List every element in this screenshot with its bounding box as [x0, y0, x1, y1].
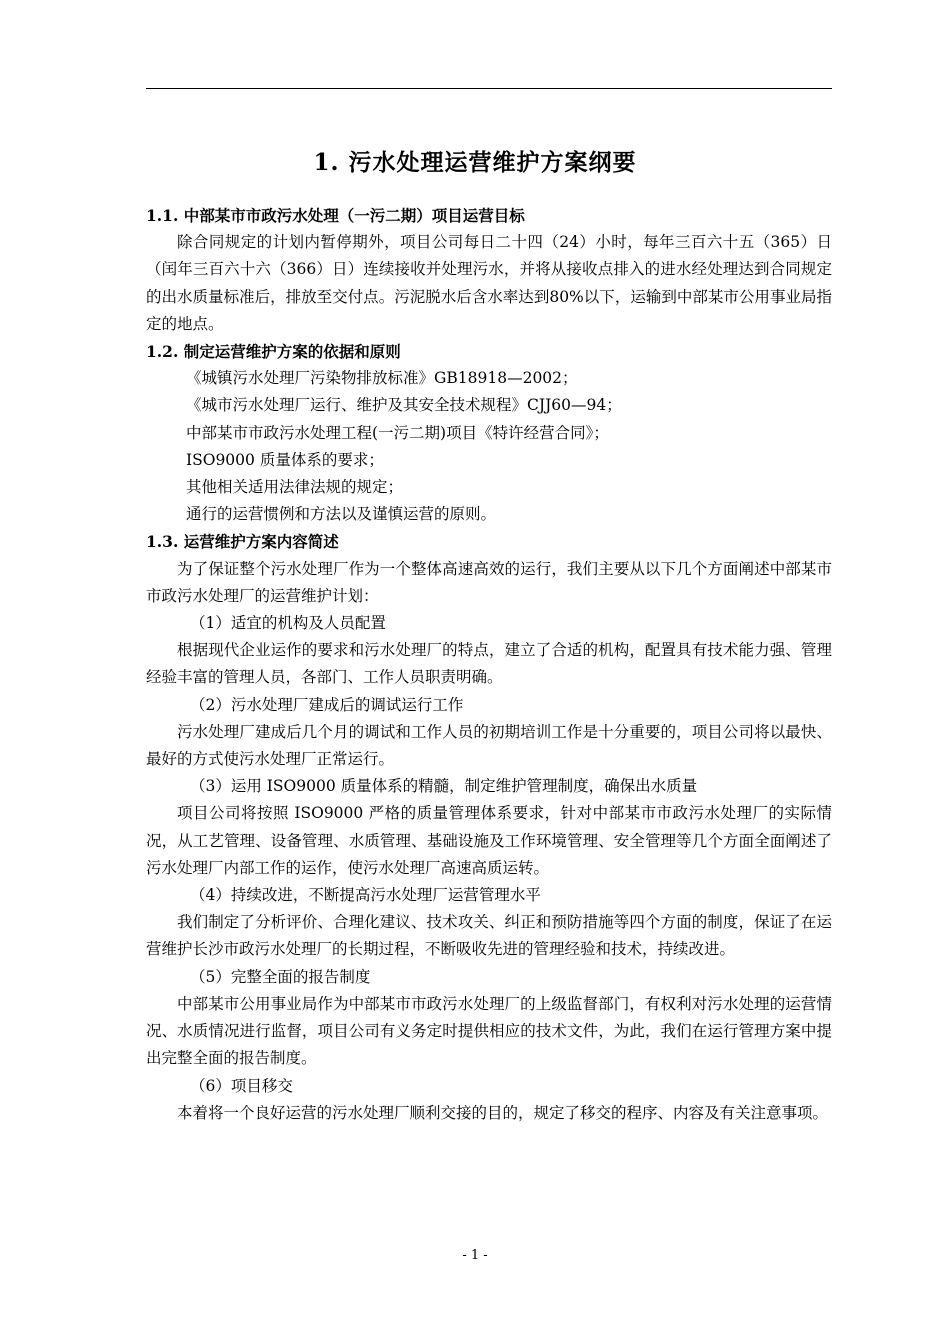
paragraph: 为了保证整个污水处理厂作为一个整体高速高效的运行，我们主要从以下几个方面阐述中部某市市政污水处理厂的运营维护计划：: [146, 559, 832, 605]
basis-list-item: 其他相关适用法律法规的规定；: [186, 478, 404, 497]
section-heading-1-2: 1.2. 制定运营维护方案的依据和原则: [146, 342, 401, 362]
subitem-label: （4）持续改进，不断提高污水处理厂运营管理水平: [190, 886, 541, 905]
basis-list-item: 通行的运营惯例和方法以及谨慎运营的原则。: [186, 505, 497, 524]
paragraph: 中部某市公用事业局作为中部某市市政污水处理厂的上级监督部门，有权利对污水处理的运营情况、水质情况进行监督，项目公司有义务定时提供相应的技术文件，为此，我们在运行管理方案中提出完整全面的报告制度。: [146, 994, 832, 1068]
document-body: [146, 202, 832, 1127]
paragraph: 我们制定了分析评价、合理化建议、技术攻关、纠正和预防措施等四个方面的制度，保证了在运营维护长沙市政污水处理厂的长期过程，不断吸收先进的管理经验和技术，持续改进。: [146, 913, 832, 959]
page-number: - 1 -: [462, 1248, 488, 1263]
paragraph: 项目公司将按照 ISO9000 严格的质量管理体系要求，针对中部某市市政污水处理厂的实际情况，从工艺管理、设备管理、水质管理、基础设施及工作环境管理、安全管理等几个方面全面阐述了污水处理厂内部工作的运作，使污水处理厂高速高质运转。: [146, 804, 832, 877]
paragraph: 本着将一个良好运营的污水处理厂顺利交接的目的，规定了移交的程序、内容及有关注意事项。: [177, 1103, 829, 1122]
section-heading-1-3: 1.3. 运营维护方案内容简述: [146, 532, 339, 552]
subitem-label: （6）项目移交: [190, 1076, 293, 1095]
subitem-label: （1）适宜的机构及人员配置: [190, 614, 386, 633]
paragraph: 污水处理厂建成后几个月的调试和工作人员的初期培训工作是十分重要的，项目公司将以最快、最好的方式使污水处理厂正常运行。: [146, 722, 832, 769]
paragraph: 根据现代企业运作的要求和污水处理厂的特点，建立了合适的机构，配置具有技术能力强、管理经验丰富的管理人员，各部门、工作人员职责明确。: [146, 641, 832, 687]
section-heading-1-1: 1.1. 中部某市市政污水处理（一污二期）项目运营目标: [146, 206, 525, 225]
paragraph: 除合同规定的计划内暂停期外，项目公司每日二十四（24）小时，每年三百六十五（365）日（闰年三百六十六（366）日）连续接收并处理污水，并将从接收点排入的进水经处理达到合同规定的出水质量标准后，排放至交付点。污泥脱水后含水率达到80%以下，运输到中部某市公用事业局指定的地点。: [146, 233, 832, 333]
subitem-label: （3）运用 ISO9000 质量体系的精髓，制定维护管理制度，确保出水质量: [190, 777, 698, 796]
subitem-label: （2）污水处理厂建成后的调试运行工作: [190, 695, 464, 714]
basis-list-item: 《城市污水处理厂运行、维护及其安全技术规程》CJJ60—94；: [186, 396, 622, 415]
subitem-label: （5）完整全面的报告制度: [190, 967, 371, 986]
basis-list-item: 中部某市市政污水处理工程(一污二期)项目《特许经营合同》；: [186, 423, 609, 442]
document-title: 1. 污水处理运营维护方案纲要: [313, 149, 637, 176]
basis-list-item: 《城镇污水处理厂污染物排放标准》GB18918—2002；: [186, 369, 578, 388]
basis-list-item: ISO9000 质量体系的要求；: [186, 450, 384, 469]
header-rule: [146, 88, 832, 89]
